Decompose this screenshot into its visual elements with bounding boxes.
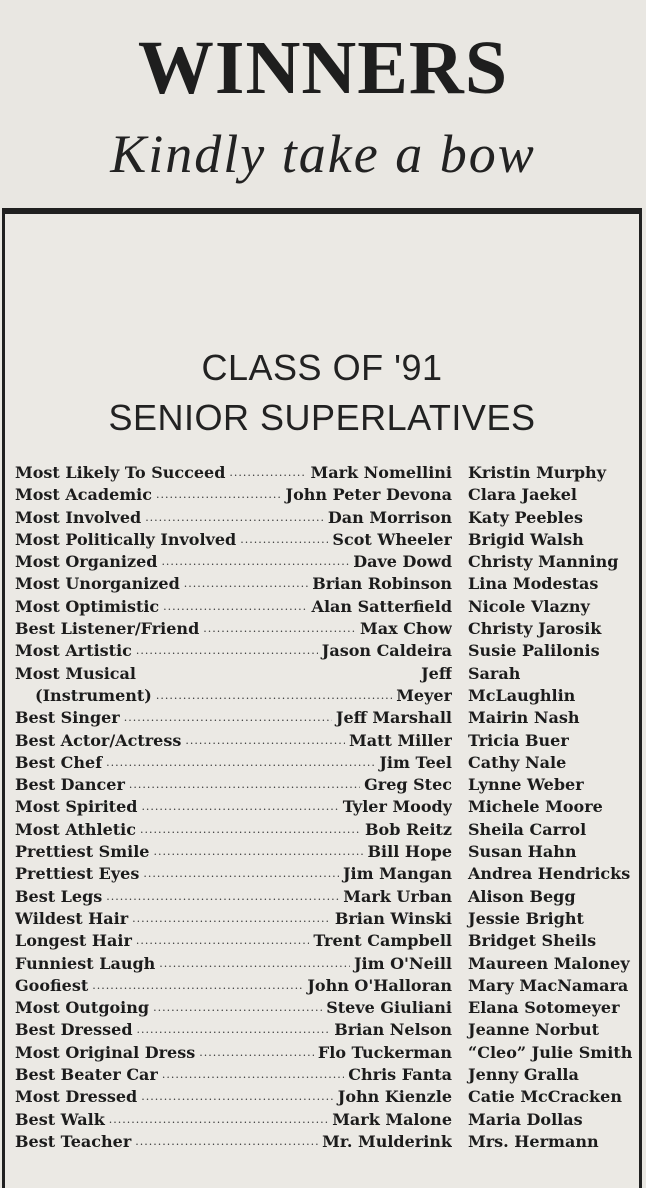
list-item (15, 953, 640, 975)
male-winner: Jim Mangan (342, 864, 452, 884)
list-item (15, 819, 640, 841)
list-item (15, 484, 640, 506)
list-item (15, 1064, 640, 1086)
leader-dots (163, 596, 307, 618)
female-winner: Christy Jarosik (468, 619, 602, 639)
female-winner: Tricia Buer (468, 730, 569, 750)
award-category: Most Artistic (15, 641, 132, 661)
list-item (15, 618, 640, 640)
leader-dots (153, 997, 322, 1019)
award-category: Best Teacher (15, 1131, 132, 1151)
section-title-line2: SENIOR SUPERLATIVES (108, 397, 536, 438)
female-winner: Christy Manning (468, 552, 619, 572)
male-winner: Chris Fanta (348, 1065, 452, 1085)
list-item (15, 707, 640, 729)
award-category: Best Legs (15, 886, 103, 906)
list-item (15, 997, 640, 1019)
leader-dots (159, 953, 350, 975)
award-line (15, 596, 452, 618)
female-winner: Lina Modestas (468, 574, 599, 594)
female-winner: Mrs. Hermann (468, 1131, 599, 1151)
female-winner: Jeanne Norbut (468, 1020, 600, 1040)
male-winner: Alan Satterfield (311, 596, 452, 616)
male-winner: Mark Malone (332, 1109, 452, 1129)
award-category: Best Listener/Friend (15, 619, 200, 639)
award-category: Prettiest Eyes (15, 864, 140, 884)
award-category: Most Dressed (15, 1087, 138, 1107)
page-header (0, 0, 646, 205)
award-line (15, 752, 452, 774)
male-winner: Flo Tuckerman (317, 1042, 452, 1062)
award-line (15, 551, 452, 573)
leader-dots (156, 685, 392, 707)
award-line (15, 819, 452, 841)
leader-dots (199, 1042, 314, 1064)
male-winner: Dave Dowd (353, 552, 452, 572)
male-winner: Greg Stec (364, 775, 452, 795)
award-line (15, 886, 452, 908)
list-item (15, 462, 640, 484)
leader-dots (135, 1131, 318, 1153)
male-winner: Mark Urban (343, 886, 452, 906)
section-title-line1: CLASS OF '91 (201, 347, 443, 388)
award-category: Most Spirited (15, 797, 138, 817)
award-line (15, 685, 452, 707)
female-winner: Elana Sotomeyer (468, 998, 620, 1018)
award-line (15, 462, 452, 484)
award-line (15, 908, 452, 930)
leader-dots (124, 707, 332, 729)
award-line (15, 841, 452, 863)
award-line (15, 529, 452, 551)
leader-dots (106, 886, 339, 908)
male-winner: Brian Winski (334, 908, 452, 928)
female-winner: Sarah (468, 663, 521, 683)
list-item (15, 841, 640, 863)
female-winner: Brigid Walsh (468, 529, 584, 549)
list-item (15, 573, 640, 595)
award-line (15, 953, 452, 975)
male-winner: John Kienzle (337, 1087, 452, 1107)
award-category: Most Organized (15, 552, 158, 572)
leader-dots (162, 1064, 344, 1086)
award-category: Best Dancer (15, 775, 125, 795)
list-item (15, 685, 640, 707)
male-winner: Jim Teel (379, 752, 452, 772)
female-winner: Susie Palilonis (468, 641, 600, 661)
list-item (15, 796, 640, 818)
award-category: Longest Hair (15, 931, 132, 951)
award-category: Funniest Laugh (15, 953, 156, 973)
male-winner: Bob Reitz (365, 819, 452, 839)
female-winner: Lynne Weber (468, 775, 584, 795)
page-subtitle: Kindly take a bow (110, 124, 536, 184)
list-item (15, 886, 640, 908)
male-winner: Scot Wheeler (332, 529, 452, 549)
award-line (15, 484, 452, 506)
male-winner: Meyer (396, 685, 452, 705)
award-category: Best Dressed (15, 1020, 133, 1040)
award-line (15, 1131, 452, 1153)
leader-dots (184, 573, 308, 595)
list-item (15, 975, 640, 997)
female-winner: Cathy Nale (468, 752, 567, 772)
male-winner: John O'Halloran (307, 975, 452, 995)
female-winner: Andrea Hendricks (468, 864, 631, 884)
list-item (15, 1109, 640, 1131)
award-category: Best Actor/Actress (15, 730, 182, 750)
female-winner: Bridget Sheils (468, 931, 597, 951)
female-winner: McLaughlin (468, 685, 576, 705)
male-winner: Jason Caldeira (321, 641, 452, 661)
award-line (15, 1042, 452, 1064)
award-category: Most Politically Involved (15, 529, 237, 549)
award-category: Goofiest (15, 975, 89, 995)
female-winner: Jessie Bright (468, 908, 584, 928)
award-line (15, 774, 452, 796)
award-line (15, 930, 452, 952)
award-line (15, 796, 452, 818)
male-winner: Trent Campbell (313, 931, 452, 951)
award-category: Wildest Hair (15, 908, 129, 928)
leader-dots (109, 1109, 328, 1131)
female-winner: Jenny Gralla (468, 1065, 579, 1085)
leader-dots (92, 975, 303, 997)
leader-dots (161, 551, 349, 573)
award-line (15, 1086, 452, 1108)
award-category: Best Beater Car (15, 1065, 158, 1085)
list-item (15, 551, 640, 573)
leader-dots (229, 462, 306, 484)
male-winner: Brian Nelson (334, 1020, 452, 1040)
award-category: Most Outgoing (15, 998, 150, 1018)
list-item (15, 1042, 640, 1064)
female-winner: Michele Moore (468, 797, 603, 817)
male-winner: Brian Robinson (312, 574, 452, 594)
female-winner: Mairin Nash (468, 708, 580, 728)
award-category: Most Optimistic (15, 596, 160, 616)
leader-dots (140, 663, 417, 685)
award-line (15, 1109, 452, 1131)
male-winner: Max Chow (360, 619, 452, 639)
male-winner: Matt Miller (349, 730, 452, 750)
list-item (15, 663, 640, 685)
award-category: Most Musical (15, 663, 136, 683)
leader-dots (156, 484, 282, 506)
female-winner: Nicole Vlazny (468, 596, 590, 616)
leader-dots (140, 819, 361, 841)
leader-dots (145, 507, 324, 529)
male-winner: Jeff Marshall (335, 708, 452, 728)
leader-dots (203, 618, 356, 640)
female-winner: Sheila Carrol (468, 819, 587, 839)
award-category: Prettiest Smile (15, 842, 150, 862)
list-item (15, 596, 640, 618)
leader-dots (185, 730, 345, 752)
list-item (15, 507, 640, 529)
award-category: Most Athletic (15, 819, 136, 839)
male-winner: Steve Giuliani (326, 998, 452, 1018)
leader-dots (132, 908, 331, 930)
male-winner: Dan Morrison (327, 507, 452, 527)
female-winner: Kristin Murphy (468, 463, 606, 482)
male-winner: Mr. Mulderink (322, 1131, 452, 1151)
award-line (15, 863, 452, 885)
leader-dots (106, 752, 375, 774)
female-winner: Susan Hahn (468, 842, 577, 862)
leader-dots (141, 1086, 334, 1108)
superlatives-list (15, 462, 640, 1153)
award-category: Most Original Dress (15, 1042, 196, 1062)
female-winner: Alison Begg (468, 886, 576, 906)
award-category: Best Walk (15, 1109, 105, 1129)
list-item (15, 774, 640, 796)
female-winner: Mary MacNamara (468, 975, 629, 995)
award-line (15, 975, 452, 997)
male-winner: Jeff (421, 663, 452, 683)
male-winner: Jim O'Neill (353, 953, 452, 973)
superlatives-box (2, 208, 642, 1188)
female-winner: Katy Peebles (468, 507, 583, 527)
male-winner: Mark Nomellini (310, 463, 452, 482)
award-line (15, 730, 452, 752)
award-category: (Instrument) (35, 685, 152, 705)
award-category: Most Unorganized (15, 574, 180, 594)
list-item (15, 529, 640, 551)
leader-dots (137, 1019, 331, 1041)
award-category: Best Chef (15, 752, 103, 772)
leader-dots (143, 863, 339, 885)
list-item (15, 640, 640, 662)
list-item (15, 863, 640, 885)
female-winner: Maureen Maloney (468, 953, 630, 973)
award-line (15, 1019, 452, 1041)
award-category: Best Singer (15, 708, 120, 728)
leader-dots (240, 529, 328, 551)
award-line (15, 663, 452, 685)
list-item (15, 1131, 640, 1153)
award-line (15, 573, 452, 595)
female-winner: Catie McCracken (468, 1087, 622, 1107)
male-winner: Bill Hope (367, 842, 452, 862)
list-item (15, 908, 640, 930)
leader-dots (141, 796, 338, 818)
award-line (15, 507, 452, 529)
list-item (15, 930, 640, 952)
award-line (15, 640, 452, 662)
list-item (15, 1086, 640, 1108)
leader-dots (136, 930, 309, 952)
award-category: Most Likely To Succeed (15, 463, 226, 482)
female-winner: “Cleo” Julie Smith (468, 1042, 633, 1062)
list-item (15, 1019, 640, 1041)
award-line (15, 707, 452, 729)
female-winner: Maria Dollas (468, 1109, 583, 1129)
list-item (15, 752, 640, 774)
male-winner: John Peter Devona (285, 485, 452, 505)
male-winner: Tyler Moody (342, 797, 452, 817)
leader-dots (153, 841, 363, 863)
award-line (15, 1064, 452, 1086)
page-title: WINNERS (137, 26, 509, 110)
leader-dots (129, 774, 360, 796)
award-category: Most Academic (15, 485, 152, 505)
award-line (15, 997, 452, 1019)
award-line (15, 618, 452, 640)
award-category: Most Involved (15, 507, 142, 527)
female-winner: Clara Jaekel (468, 485, 578, 505)
leader-dots (136, 640, 318, 662)
list-item (15, 730, 640, 752)
